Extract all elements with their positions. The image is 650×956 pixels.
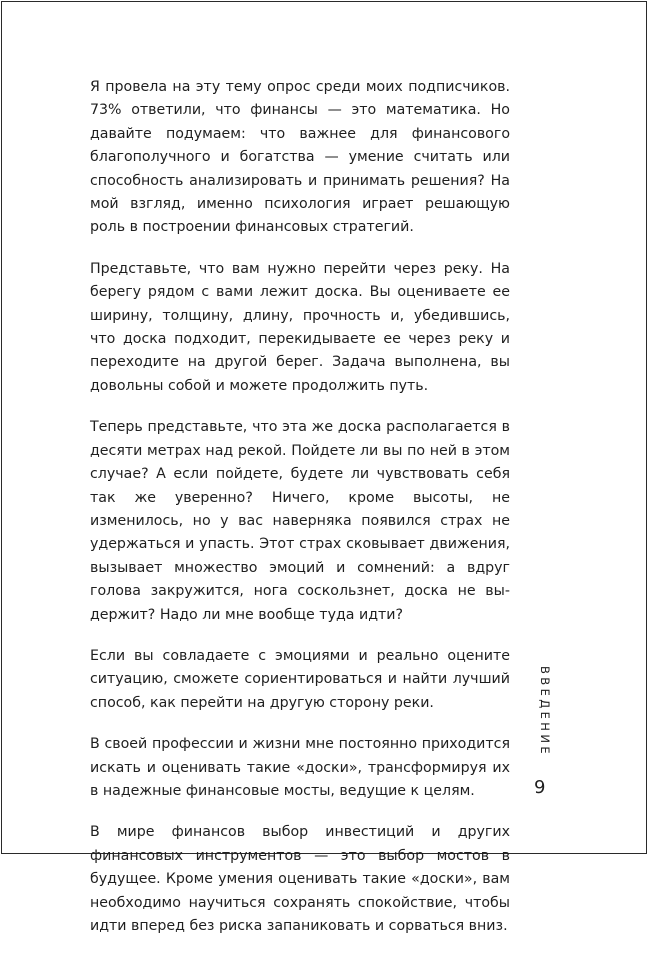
paragraph-3: Теперь представьте, что эта же доска располагается в десяти метрах над рекой. Пойдете ли вы по ней в этом случае? А если пойдете, будете ли чувствовать себя так же уверенно? Ничего, кроме высоты, не изменилось, но у вас наверняка появился страх не удержаться и упасть. Этот страх сковывает движения, вызывает множество эмоций и сомнений: а вдруг голова закружится, нога соскользнет, доска не выдержит? Надо ли мне вообще туда идти? [90, 419, 510, 623]
paragraph-1: Я провела на эту тему опрос среди моих подписчиков. 73% ответили, что финансы — это математика. Но давайте подумаем: что важнее для финансового благополучного и богатства — умение считать или способность анализировать и принимать решения? На мой взгляд, именно психология играет решающую роль в построении финансовых стратегий. [90, 79, 510, 236]
body-text [90, 76, 510, 956]
section-label: ВВЕДЕНИЕ [538, 666, 552, 758]
paragraph-6: В мире финансов выбор инвестиций и других финансовых инструментов — это выбор мостов в будущее. Кроме умения оценивать такие «доски», вам необходимо научиться сохранять спокойствие, чтобы идти вперед без риска запаниковать и сорваться вниз. [90, 824, 510, 934]
book-page [1, 1, 647, 934]
page-number: 9 [534, 777, 546, 798]
paragraph-4: Если вы совладаете с эмоциями и реально оцените ситуацию, сможете сориентироваться и найти лучший способ, как перейти на другую сторону реки. [90, 647, 510, 711]
paragraph-5: В своей профессии и жизни мне постоянно приходится искать и оценивать такие «доски», трансформируя их в надежные финансовые мосты, ведущие к целям. [90, 736, 510, 799]
paragraph-2: Представьте, что вам нужно перейти через реку. На берегу рядом с вами лежит доска. Вы оцениваете ее ширину, толщину, длину, прочность и, убедившись, что доска подходит, перекидываете ее через реку и переходите на другой берег. Задача выполнена, вы довольны собой и можете продолжить путь. [90, 260, 510, 394]
